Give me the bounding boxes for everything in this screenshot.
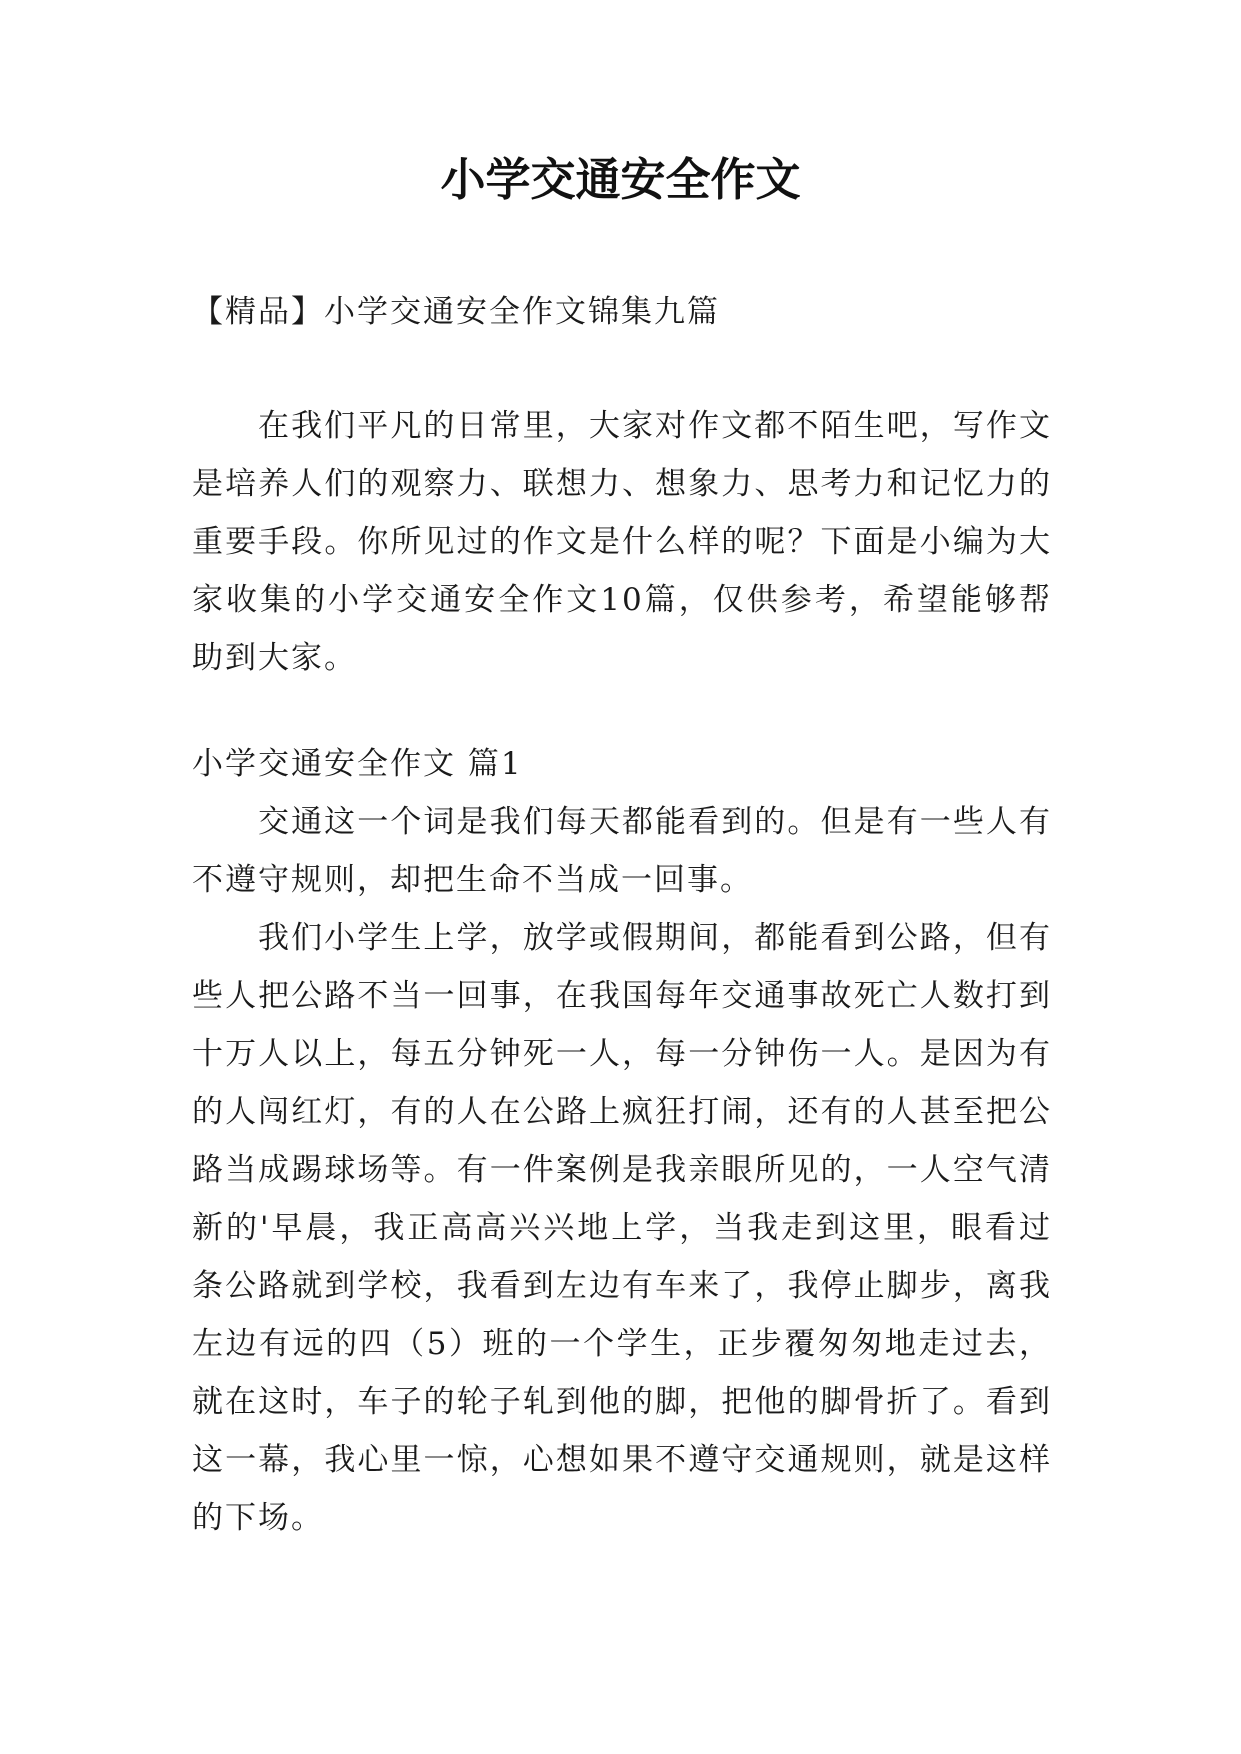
spacer [192,341,1052,397]
body-paragraph-2: 我们小学生上学，放学或假期间，都能看到公路，但有些人把公路不当一回事，在我国每年交通事故死亡人数打到十万人以上，每五分钟死一人，每一分钟伤一人。是因为有的人闯红灯，有的人在公路上疯狂打闹，还有的人甚至把公路当成踢球场等。有一件案例是我亲眼所见的，一人空气清新的'早晨，我正高高兴兴地上学，当我走到这里，眼看过条公路就到学校，我看到左边有车来了，我停止脚步，离我左边有远的四（5）班的一个学生，正步覆匆匆地走过去，就在这时，车子的轮子轧到他的脚，把他的脚骨折了。看到这一幕，我心里一惊，心想如果不遵守交通规则，就是这样的下场。 [192,920,1052,1536]
body-paragraph-1: 交通这一个词是我们每天都能看到的。但是有一些人有不遵守规则，却把生命不当成一回事。 [192,804,1052,898]
document-body [192,283,1052,1547]
document-subtitle: 【精品】小学交通安全作文锦集九篇 [192,294,720,330]
document-title: 小学交通安全作文 [440,153,801,206]
spacer [192,687,1052,735]
section-heading: 小学交通安全作文 篇1 [192,746,523,782]
intro-paragraph: 在我们平凡的日常里，大家对作文都不陌生吧，写作文是培养人们的观察力、联想力、想象力、思考力和记忆力的重要手段。你所见过的作文是什么样的呢？下面是小编为大家收集的小学交通安全作文10篇，仅供参考，希望能够帮助到大家。 [192,408,1052,676]
